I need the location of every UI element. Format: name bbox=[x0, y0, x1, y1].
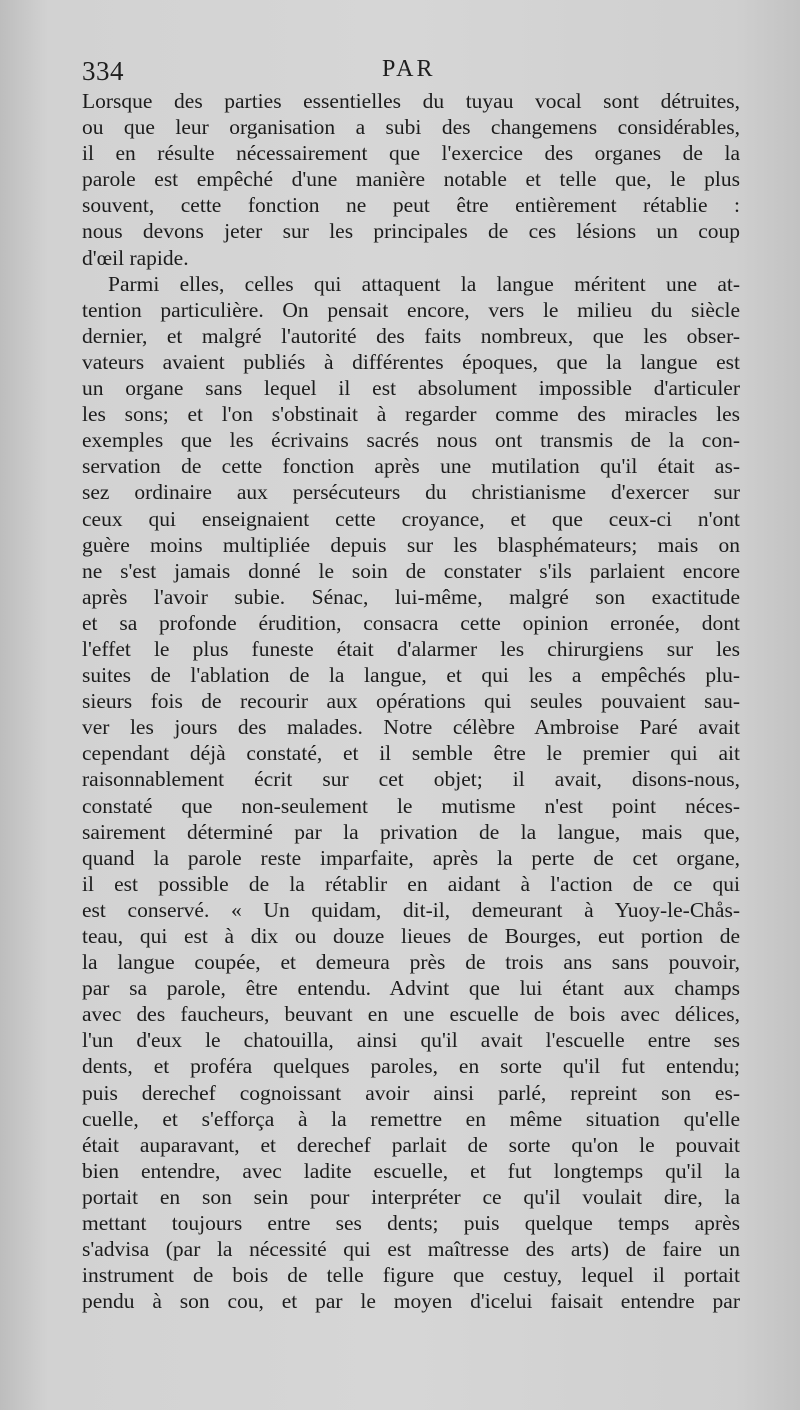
text-line: dernier, et malgré l'autorité des faits nombreux, que les obser- bbox=[82, 323, 740, 348]
text-line: ver les jours des malades. Notre célèbre Ambroise Paré avait bbox=[82, 715, 740, 740]
text-line: sez ordinaire aux persécuteurs du christianisme d'exercer sur bbox=[82, 480, 740, 505]
text-line: nous devons jeter sur les principales de ces lésions un coup bbox=[82, 219, 740, 244]
paragraph-1 bbox=[82, 88, 740, 271]
page-number: 334 bbox=[82, 56, 124, 86]
text-line: était auparavant, et derechef parlait de sorte qu'on le pouvait bbox=[82, 1132, 740, 1157]
text-line: dents, et proféra quelques paroles, en sorte qu'il fut entendu; bbox=[82, 1054, 740, 1079]
text-line: sairement déterminé par la privation de la langue, mais que, bbox=[82, 819, 740, 844]
text-line: instrument de bois de telle figure que cestuy, lequel il portait bbox=[82, 1263, 740, 1288]
text-line: parole est empêché d'une manière notable et telle que, le plus bbox=[82, 167, 740, 192]
body-text bbox=[82, 88, 740, 1314]
text-line: il en résulte nécessairement que l'exercice des organes de la bbox=[82, 141, 740, 166]
text-line: sieurs fois de recourir aux opérations qui seules pouvaient sau- bbox=[82, 689, 740, 714]
text-line: exemples que les écrivains sacrés nous ont transmis de la con- bbox=[82, 428, 740, 453]
text-line: les sons; et l'on s'obstinait à regarder comme des miracles les bbox=[82, 402, 740, 427]
text-line: constaté que non-seulement le mutisme n'est point néces- bbox=[82, 793, 740, 818]
text-line: portait en son sein pour interpréter ce qu'il voulait dire, la bbox=[82, 1184, 740, 1209]
text-line: puis derechef cognoissant avoir ainsi parlé, repreint son es- bbox=[82, 1080, 740, 1105]
text-line: il est possible de la rétablir en aidant à l'action de ce qui bbox=[82, 871, 740, 896]
text-line: s'advisa (par la nécessité qui est maîtresse des arts) de faire un bbox=[82, 1237, 740, 1262]
text-line: pendu à son cou, et par le moyen d'icelui faisait entendre par bbox=[82, 1289, 740, 1314]
text-line: avec des faucheurs, beuvant en une escuelle de bois avec délices, bbox=[82, 1002, 740, 1027]
text-line: mettant toujours entre ses dents; puis quelque temps après bbox=[82, 1211, 740, 1236]
text-line: vateurs avaient publiés à différentes époques, que la langue est bbox=[82, 349, 740, 374]
text-line: bien entendre, avec ladite escuelle, et fut longtemps qu'il la bbox=[82, 1158, 740, 1183]
text-line: suites de l'ablation de la langue, et qui les a empêchés plu- bbox=[82, 663, 740, 688]
text-line: ou que leur organisation a subi des changemens considérables, bbox=[82, 115, 740, 140]
text-line: guère moins multipliée depuis sur les blasphémateurs; mais on bbox=[82, 532, 740, 557]
text-line: un organe sans lequel il est absolument impossible d'articuler bbox=[82, 376, 740, 401]
text-line: souvent, cette fonction ne peut être entièrement rétablie : bbox=[82, 193, 740, 218]
text-line: par sa parole, être entendu. Advint que lui étant aux champs bbox=[82, 976, 740, 1001]
page-header bbox=[82, 56, 742, 90]
text-line: tention particulière. On pensait encore, vers le milieu du siècle bbox=[82, 297, 740, 322]
running-head: PAR bbox=[382, 56, 436, 82]
paragraph-2 bbox=[82, 271, 740, 1315]
text-line: raisonnablement écrit sur cet objet; il avait, disons-nous, bbox=[82, 767, 740, 792]
text-line: l'un d'eux le chatouilla, ainsi qu'il avait l'escuelle entre ses bbox=[82, 1028, 740, 1053]
text-line: teau, qui est à dix ou douze lieues de Bourges, eut portion de bbox=[82, 924, 740, 948]
text-line: d'œil rapide. bbox=[82, 245, 189, 270]
text-line: après l'avoir subie. Sénac, lui-même, malgré son exactitude bbox=[82, 584, 740, 609]
text-line: la langue coupée, et demeura près de trois ans sans pouvoir, bbox=[82, 950, 740, 975]
text-line: servation de cette fonction après une mutilation qu'il était as- bbox=[82, 454, 740, 479]
text-line: est conservé. « Un quidam, dit-il, demeurant à Yuoy-le-Chås- bbox=[82, 897, 740, 922]
text-line: cependant déjà constaté, et il semble être le premier qui ait bbox=[82, 741, 740, 766]
text-line: Parmi elles, celles qui attaquent la langue méritent une at- bbox=[108, 271, 740, 296]
text-line: l'effet le plus funeste était d'alarmer les chirurgiens sur les bbox=[82, 636, 740, 661]
text-line: et sa profonde érudition, consacra cette opinion erronée, dont bbox=[82, 610, 740, 635]
text-line: ceux qui enseignaient cette croyance, et que ceux-ci n'ont bbox=[82, 506, 740, 531]
text-line: quand la parole reste imparfaite, après la perte de cet organe, bbox=[82, 845, 740, 870]
text-line: Lorsque des parties essentielles du tuyau vocal sont détruites, bbox=[82, 89, 740, 113]
text-line: cuelle, et s'efforça à la remettre en même situation qu'elle bbox=[82, 1106, 740, 1131]
text-line: ne s'est jamais donné le soin de constater s'ils parlaient encore bbox=[82, 558, 740, 583]
